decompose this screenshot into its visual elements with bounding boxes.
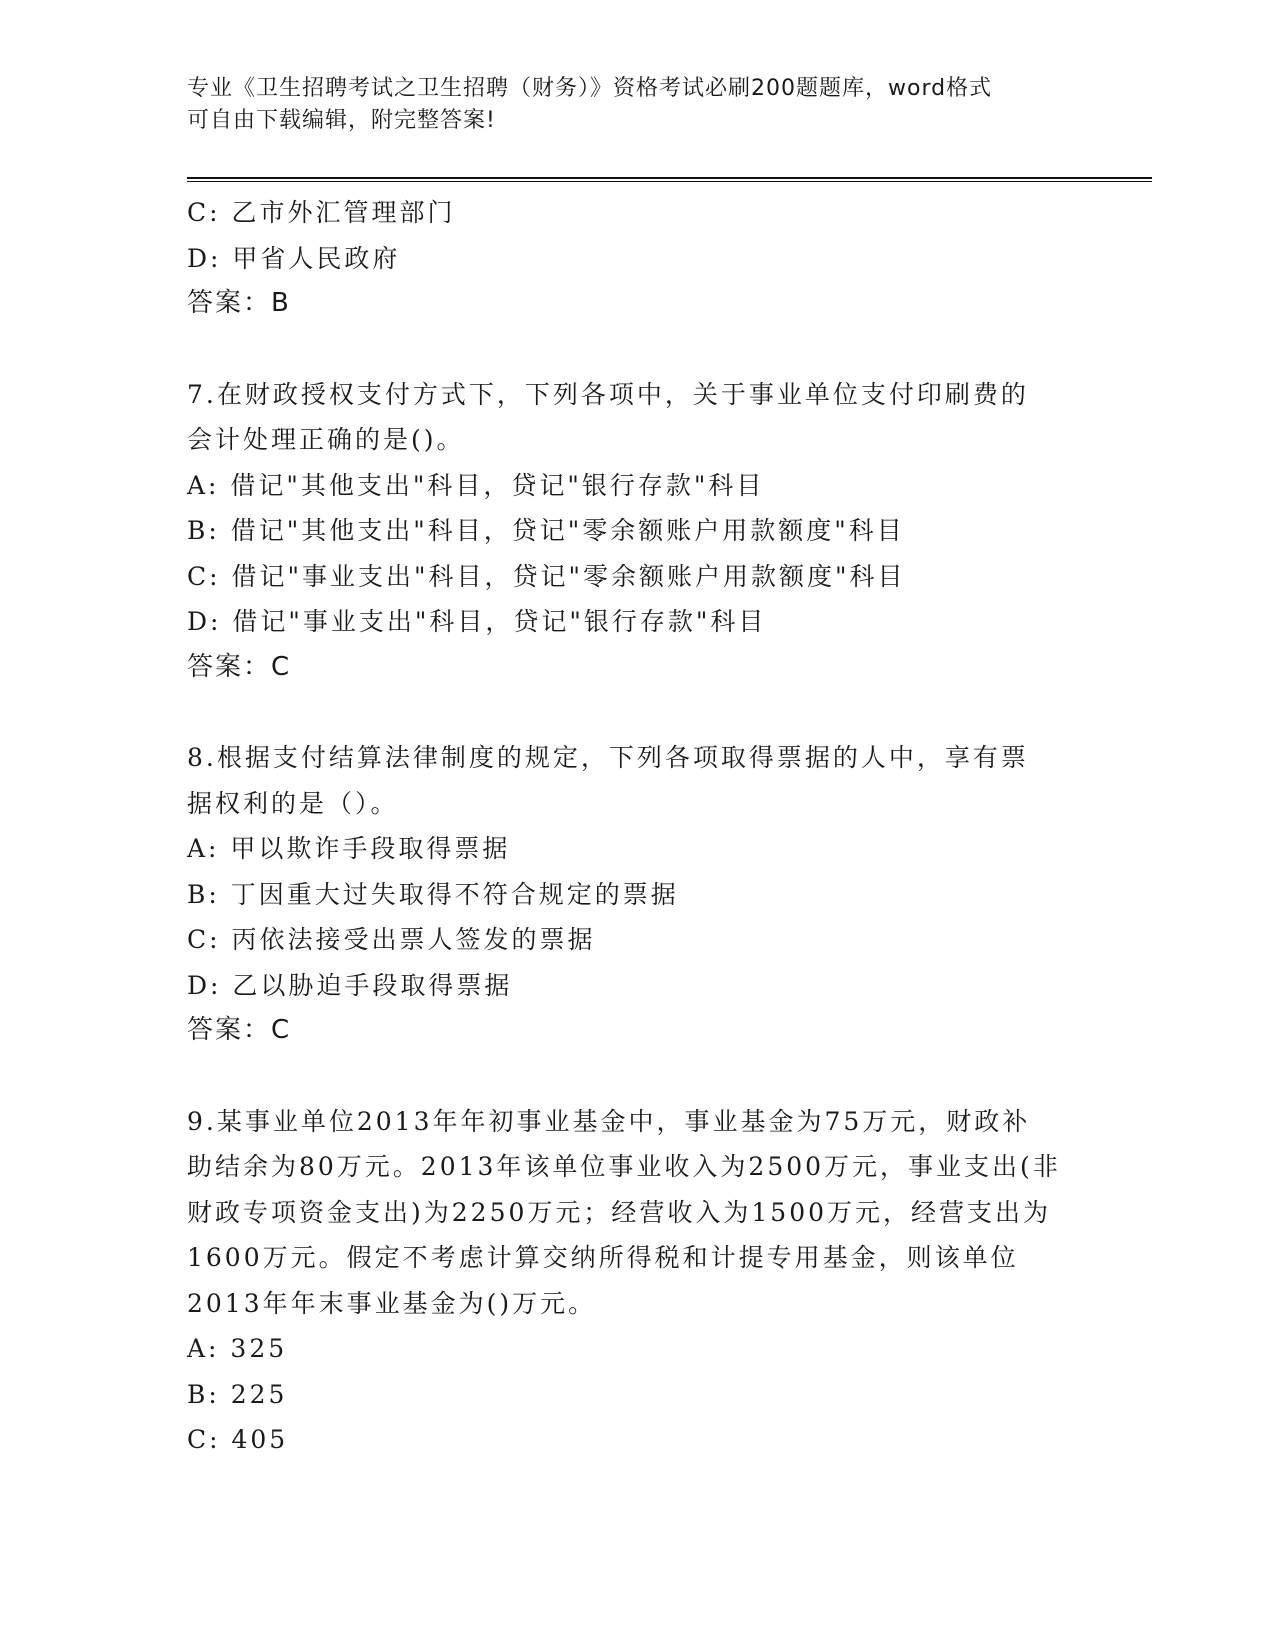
option-d: D: 甲省人民政府 [187,243,401,273]
option-a: A: 借记"其他支出"科目，贷记"银行存款"科目 [187,470,765,500]
question-text: 7.在财政授权支付方式下，下列各项中，关于事业单位支付印刷费的 [187,379,1029,409]
option-b: B: 225 [187,1379,288,1409]
option-c: C: 借记"事业支出"科目，贷记"零余额账户用款额度"科目 [187,561,906,591]
answer: 答案：B [187,288,291,318]
prev-question [187,190,1087,327]
question-text: 助结余为80万元。2013年该单位事业收入为2500万元，事业支出(非 [187,1152,1061,1181]
header-rule-thick [187,177,1152,179]
option-c: C: 405 [187,1425,289,1454]
question-9 [187,1099,1087,1463]
option-b: B: 丁因重大过失取得不符合规定的票据 [187,879,679,909]
document-header [187,73,1087,137]
question-text: 1600万元。假定不考虑计算交纳所得税和计提专用基金，则该单位 [187,1243,1019,1272]
option-c: C: 乙市外汇管理部门 [187,198,456,227]
question-text: 8.根据支付结算法律制度的规定，下列各项取得票据的人中，享有票 [187,743,1029,772]
option-d: D: 乙以胁迫手段取得票据 [187,970,513,1000]
option-a: A: 325 [187,1334,288,1363]
spacer [187,690,1087,735]
question-text: 据权利的是（）。 [187,788,399,818]
question-7 [187,372,1087,691]
option-c: C: 丙依法接受出票人签发的票据 [187,925,596,954]
option-a: A: 甲以欺诈手段取得票据 [187,834,511,863]
answer: 答案：C [187,651,292,682]
question-text: 9.某事业单位2013年年初事业基金中，事业基金为75万元，财政补 [187,1106,1031,1136]
answer: 答案：C [187,1015,292,1045]
spacer [187,327,1087,372]
question-8 [187,735,1087,1054]
document-body [187,190,1087,1463]
header-line-2: 可自由下载编辑，附完整答案! [187,108,496,133]
option-d: D: 借记"事业支出"科目，贷记"银行存款"科目 [187,607,767,636]
question-text: 财政专项资金支出)为2250万元；经营收入为1500万元，经营支出为 [187,1197,1052,1227]
option-b: B: 借记"其他支出"科目，贷记"零余额账户用款额度"科目 [187,516,905,545]
header-line-1: 专业《卫生招聘考试之卫生招聘（财务）》资格考试必刷200题题库，word格式 [187,76,993,101]
question-text: 会计处理正确的是()。 [187,425,465,454]
question-text: 2013年年末事业基金为()万元。 [187,1288,597,1318]
header-rule-thin [187,181,1152,182]
spacer [187,1054,1087,1099]
